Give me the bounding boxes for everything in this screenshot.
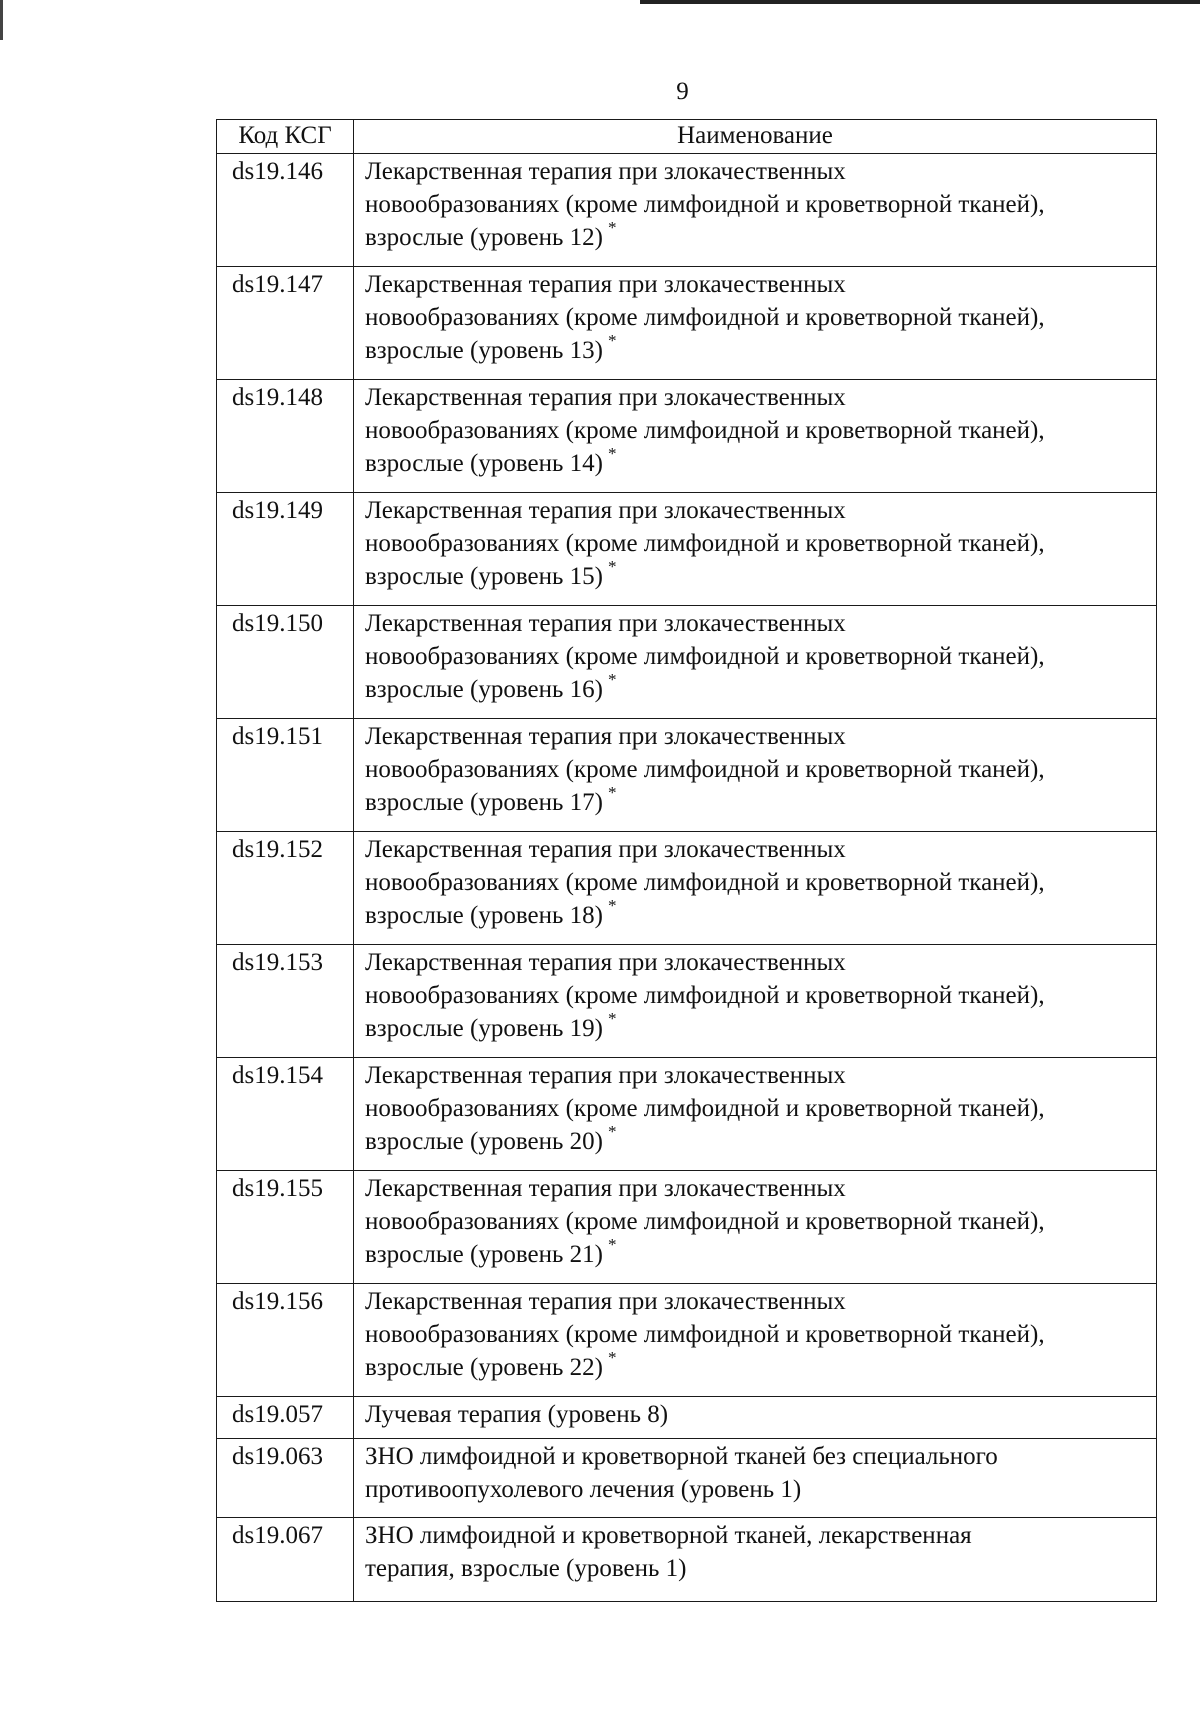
- table-row: [217, 719, 1157, 832]
- cell-name: [354, 606, 1157, 719]
- table-body: [217, 154, 1157, 1602]
- name-line: [365, 1205, 1150, 1238]
- name-line: [365, 330, 1150, 367]
- name-line-text: новообразованиях (кроме лимфоидной и кроветворной тканей),: [365, 1095, 1045, 1122]
- table-row: [217, 267, 1157, 380]
- name-line-text: взрослые (уровень 22): [365, 1354, 603, 1381]
- page-number: 9: [676, 78, 689, 105]
- name-line-text: Лекарственная терапия при злокачественных: [365, 1175, 846, 1202]
- table-row: [217, 493, 1157, 606]
- name-line-text: новообразованиях (кроме лимфоидной и кроветворной тканей),: [365, 530, 1045, 557]
- footnote-marker: *: [607, 443, 617, 463]
- cell-name: [354, 154, 1157, 267]
- name-line-text: взрослые (уровень 14): [365, 450, 603, 477]
- name-line-text: взрослые (уровень 16): [365, 676, 603, 703]
- name-line-text: Лекарственная терапия при злокачественных: [365, 158, 846, 185]
- name-line-text: Лекарственная терапия при злокачественных: [365, 949, 846, 976]
- name-line-text: новообразованиях (кроме лимфоидной и кроветворной тканей),: [365, 417, 1045, 444]
- name-line-text: Лекарственная терапия при злокачественных: [365, 384, 846, 411]
- name-line-text: взрослые (уровень 20): [365, 1128, 603, 1155]
- name-line-text: Лекарственная терапия при злокачественных: [365, 497, 846, 524]
- cell-name: [354, 1439, 1157, 1518]
- name-line: [365, 1059, 1150, 1092]
- name-line: [365, 1172, 1150, 1205]
- name-line: [365, 979, 1150, 1012]
- name-line-text: новообразованиях (кроме лимфоидной и кроветворной тканей),: [365, 1208, 1045, 1235]
- footnote-marker: *: [607, 217, 617, 237]
- name-line-text: новообразованиях (кроме лимфоидной и кроветворной тканей),: [365, 643, 1045, 670]
- name-line-text: Лекарственная терапия при злокачественных: [365, 1288, 846, 1315]
- table-row: [217, 832, 1157, 945]
- name-line: [365, 1234, 1150, 1271]
- cell-code: ds19.147: [217, 267, 354, 380]
- name-line: [365, 1519, 1150, 1552]
- name-line-text: ЗНО лимфоидной и кроветворной тканей, лекарственная: [365, 1522, 972, 1549]
- name-line: [365, 866, 1150, 899]
- cell-code: ds19.151: [217, 719, 354, 832]
- cell-code: ds19.153: [217, 945, 354, 1058]
- name-line: [365, 1008, 1150, 1045]
- cell-name: [354, 267, 1157, 380]
- name-line-text: взрослые (уровень 15): [365, 563, 603, 590]
- table-header-row: [217, 120, 1157, 154]
- name-line: [365, 753, 1150, 786]
- cell-name: [354, 1518, 1157, 1602]
- name-line: [365, 833, 1150, 866]
- name-line-text: взрослые (уровень 19): [365, 1015, 603, 1042]
- name-line: [365, 381, 1150, 414]
- name-line: [365, 1440, 1150, 1473]
- table-row: [217, 1058, 1157, 1171]
- name-line: [365, 527, 1150, 560]
- cell-code: ds19.149: [217, 493, 354, 606]
- cell-name: [354, 1397, 1157, 1439]
- footnote-marker: *: [607, 1008, 617, 1028]
- cell-name: [354, 1171, 1157, 1284]
- name-line-text: Лекарственная терапия при злокачественных: [365, 1062, 846, 1089]
- cell-code: ds19.150: [217, 606, 354, 719]
- cell-code: ds19.057: [217, 1397, 354, 1439]
- table-row: [217, 1518, 1157, 1602]
- cell-code: ds19.148: [217, 380, 354, 493]
- table-row: [217, 154, 1157, 267]
- cell-code: ds19.067: [217, 1518, 354, 1602]
- table-row: [217, 1439, 1157, 1518]
- name-line: [365, 1473, 1150, 1506]
- footnote-marker: *: [607, 895, 617, 915]
- table-row: [217, 1284, 1157, 1397]
- name-line: [365, 1552, 1150, 1585]
- name-line-text: новообразованиях (кроме лимфоидной и кроветворной тканей),: [365, 869, 1045, 896]
- name-line: [365, 607, 1150, 640]
- name-line: [365, 188, 1150, 221]
- cell-code: ds19.156: [217, 1284, 354, 1397]
- footnote-marker: *: [607, 1234, 617, 1254]
- table-row: [217, 945, 1157, 1058]
- name-line: [365, 155, 1150, 188]
- name-line: [365, 268, 1150, 301]
- cell-name: [354, 945, 1157, 1058]
- cell-name: [354, 1284, 1157, 1397]
- name-line: [365, 720, 1150, 753]
- name-line: [365, 1318, 1150, 1351]
- name-line: [365, 782, 1150, 819]
- table-row: [217, 606, 1157, 719]
- name-line: [365, 1398, 1150, 1431]
- name-line: [365, 895, 1150, 932]
- footnote-marker: *: [607, 556, 617, 576]
- top-rule: [640, 0, 1200, 4]
- name-line-text: новообразованиях (кроме лимфоидной и кроветворной тканей),: [365, 304, 1045, 331]
- header-code: Код КСГ: [217, 120, 354, 154]
- name-line-text: ЗНО лимфоидной и кроветворной тканей без специального: [365, 1443, 998, 1470]
- name-line-text: Лучевая терапия (уровень 8): [365, 1401, 669, 1428]
- name-line-text: Лекарственная терапия при злокачественных: [365, 723, 846, 750]
- cell-name: [354, 719, 1157, 832]
- name-line: [365, 1285, 1150, 1318]
- name-line-text: Лекарственная терапия при злокачественных: [365, 610, 846, 637]
- cell-code: ds19.154: [217, 1058, 354, 1171]
- cell-code: ds19.152: [217, 832, 354, 945]
- name-line: [365, 443, 1150, 480]
- cell-name: [354, 832, 1157, 945]
- name-line-text: взрослые (уровень 21): [365, 1241, 603, 1268]
- footnote-marker: *: [607, 1121, 617, 1141]
- name-line: [365, 414, 1150, 447]
- name-line: [365, 494, 1150, 527]
- name-line: [365, 556, 1150, 593]
- name-line: [365, 1347, 1150, 1384]
- table-row: [217, 380, 1157, 493]
- cell-code: ds19.063: [217, 1439, 354, 1518]
- footnote-marker: *: [607, 782, 617, 802]
- name-line-text: противоопухолевого лечения (уровень 1): [365, 1476, 802, 1503]
- cell-name: [354, 380, 1157, 493]
- table-row: [217, 1171, 1157, 1284]
- name-line: [365, 217, 1150, 254]
- footnote-marker: *: [607, 1347, 617, 1367]
- footnote-marker: *: [607, 330, 617, 350]
- cell-code: ds19.146: [217, 154, 354, 267]
- name-line-text: терапия, взрослые (уровень 1): [365, 1555, 687, 1582]
- name-line-text: новообразованиях (кроме лимфоидной и кроветворной тканей),: [365, 191, 1045, 218]
- name-line: [365, 1121, 1150, 1158]
- name-line-text: взрослые (уровень 12): [365, 224, 603, 251]
- name-line-text: взрослые (уровень 18): [365, 902, 603, 929]
- name-line-text: новообразованиях (кроме лимфоидной и кроветворной тканей),: [365, 982, 1045, 1009]
- scan-edge-mark: [0, 0, 3, 40]
- cell-name: [354, 493, 1157, 606]
- name-line: [365, 946, 1150, 979]
- name-line-text: Лекарственная терапия при злокачественных: [365, 836, 846, 863]
- name-line: [365, 640, 1150, 673]
- cell-code: ds19.155: [217, 1171, 354, 1284]
- name-line-text: новообразованиях (кроме лимфоидной и кроветворной тканей),: [365, 1321, 1045, 1348]
- name-line-text: взрослые (уровень 13): [365, 337, 603, 364]
- name-line: [365, 669, 1150, 706]
- footnote-marker: *: [607, 669, 617, 689]
- name-line: [365, 301, 1150, 334]
- name-line-text: взрослые (уровень 17): [365, 789, 603, 816]
- name-line-text: новообразованиях (кроме лимфоидной и кроветворной тканей),: [365, 756, 1045, 783]
- name-line-text: Лекарственная терапия при злокачественных: [365, 271, 846, 298]
- header-name: Наименование: [354, 120, 1157, 154]
- table-row: [217, 1397, 1157, 1439]
- ksg-table: [216, 119, 1157, 1602]
- name-line: [365, 1092, 1150, 1125]
- cell-name: [354, 1058, 1157, 1171]
